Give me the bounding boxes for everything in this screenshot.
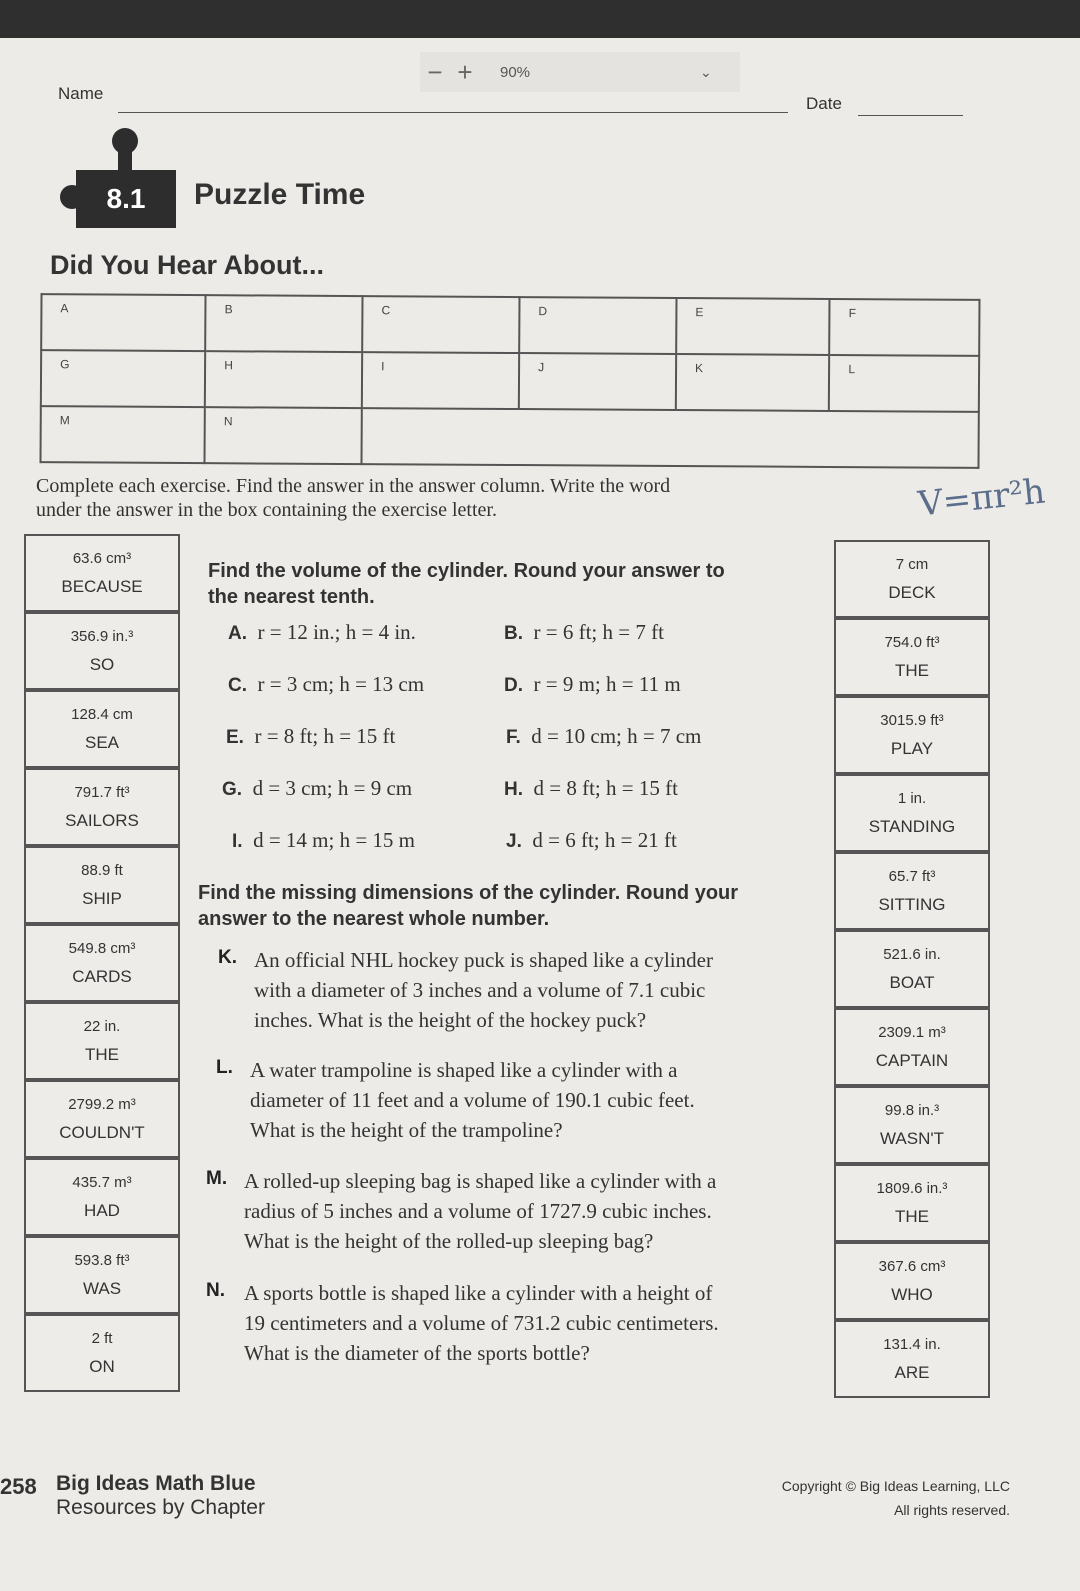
answer-word: CAPTAIN [875, 1050, 949, 1070]
answer-word: SEA [84, 732, 120, 752]
grid-cell[interactable]: E [676, 298, 830, 355]
answer-box [24, 1236, 180, 1314]
answer-value: 7 cm [895, 555, 929, 573]
answer-value: 2 ft [91, 1329, 113, 1347]
answer-value: 356.9 in.³ [70, 627, 134, 645]
grid-cell[interactable]: K [676, 354, 830, 411]
answer-value: 1 in. [897, 789, 927, 807]
exercise-c [228, 672, 424, 697]
grid-cell[interactable]: L [829, 355, 979, 412]
answer-box [834, 1164, 990, 1242]
answer-word: WASN'T [880, 1128, 944, 1148]
name-label: Name [58, 84, 104, 103]
answer-box [24, 1002, 180, 1080]
exercise-text: d = 10 cm; h = 7 cm [531, 724, 702, 748]
footer-resource: Resources by Chapter [56, 1496, 265, 1519]
problem-k [218, 945, 713, 1035]
exercise-text: d = 14 m; h = 15 m [253, 828, 416, 852]
answer-value: 22 in. [83, 1017, 121, 1035]
page-number: 258 [0, 1474, 37, 1499]
copyright-line: Copyright © Big Ideas Learning, LLC [781, 1478, 1010, 1494]
section1-heading-line: Find the volume of the cylinder. Round your answer to [208, 560, 725, 582]
section1-heading-line: the nearest tenth. [208, 586, 375, 608]
answer-word: HAD [84, 1200, 120, 1220]
exercise-letter: A. [228, 623, 247, 644]
copyright [660, 1474, 1010, 1522]
answer-box [834, 852, 990, 930]
answer-value: 754.0 ft³ [884, 633, 940, 651]
problem-m [206, 1166, 716, 1256]
exercise-letter: F. [506, 727, 521, 748]
problem-line: What is the height of the trampoline? [250, 1118, 563, 1142]
lesson-number-badge [76, 170, 176, 228]
answer-word: BECAUSE [61, 576, 143, 596]
exercise-letter: D. [504, 675, 523, 696]
exercise-h [504, 776, 678, 801]
grid-cell[interactable]: M [40, 406, 205, 463]
exercise-e [226, 724, 395, 749]
answer-value: 99.8 in.³ [884, 1101, 940, 1119]
viewer-top-bar [0, 0, 1080, 38]
answer-box [834, 618, 990, 696]
exercise-text: r = 12 in.; h = 4 in. [257, 620, 416, 644]
answer-box [24, 1158, 180, 1236]
answer-box [24, 1314, 180, 1392]
exercise-f [506, 724, 701, 749]
zoom-level-select[interactable]: 90% [500, 63, 531, 81]
answer-box [24, 924, 180, 1002]
answer-word: CARDS [72, 966, 132, 986]
problem-line: What is the height of the rolled-up sleeping bag? [244, 1229, 654, 1253]
page-subtitle: Did You Hear About... [50, 250, 325, 280]
zoom-in-button[interactable]: + [457, 56, 473, 87]
problem-letter: L. [216, 1057, 233, 1078]
answer-value: 65.7 ft³ [888, 867, 936, 885]
answer-box [24, 612, 180, 690]
lesson-title: Puzzle Time [194, 178, 366, 211]
date-label: Date [806, 94, 842, 113]
grid-cell[interactable]: N [205, 407, 362, 464]
problem-letter: M. [206, 1168, 228, 1189]
name-line [118, 112, 788, 113]
problem-letter: K. [218, 947, 237, 968]
answer-box [834, 1086, 990, 1164]
answer-word: SITTING [878, 894, 946, 914]
answer-word: THE [895, 660, 929, 680]
answer-value: 791.7 ft³ [74, 783, 130, 801]
grid-cell[interactable]: I [362, 352, 519, 409]
problem-l [216, 1055, 695, 1145]
answer-word: SO [89, 654, 115, 674]
answer-word: WHO [891, 1284, 933, 1304]
answer-word: COULDN'T [59, 1122, 145, 1142]
exercise-text: r = 8 ft; h = 15 ft [254, 724, 396, 748]
rights-line: All rights reserved. [894, 1502, 1010, 1518]
answer-value: 435.7 m³ [72, 1173, 132, 1191]
exercise-text: r = 6 ft; h = 7 ft [533, 620, 664, 644]
lesson-number: 8.1 [106, 183, 146, 214]
exercise-letter: I. [232, 831, 243, 852]
grid-cell[interactable]: G [41, 350, 206, 407]
answer-box [834, 774, 990, 852]
answer-value: 131.4 in. [883, 1335, 941, 1353]
answer-word: DECK [888, 582, 936, 602]
grid-cell[interactable]: D [519, 297, 676, 354]
problem-line: A rolled-up sleeping bag is shaped like a cylinder with a [244, 1169, 717, 1193]
answer-word: WAS [82, 1278, 122, 1298]
grid-cell[interactable]: A [41, 294, 206, 351]
grid-cell[interactable]: F [829, 299, 979, 356]
answer-word: THE [85, 1044, 119, 1064]
date-line [858, 115, 963, 116]
grid-cell[interactable]: B [205, 295, 362, 352]
section2-heading [198, 880, 738, 932]
grid-cell[interactable]: H [205, 351, 362, 408]
answer-word: PLAY [890, 738, 934, 758]
section2-heading-line: Find the missing dimensions of the cylinder. Round your [198, 882, 739, 904]
answer-box [24, 1080, 180, 1158]
exercise-letter: B. [504, 623, 523, 644]
exercise-text: d = 6 ft; h = 21 ft [532, 828, 677, 852]
answer-box [834, 540, 990, 618]
answer-word: SAILORS [65, 810, 139, 830]
exercise-i [232, 828, 415, 853]
exercise-b [504, 620, 664, 645]
problem-line: 19 centimeters and a volume of 731.2 cubic centimeters. [244, 1311, 719, 1335]
answer-value: 593.8 ft³ [74, 1251, 130, 1269]
answer-letter-grid [39, 293, 980, 469]
exercise-text: r = 9 m; h = 11 m [533, 672, 681, 696]
problem-line: A sports bottle is shaped like a cylinder with a height of [244, 1281, 713, 1305]
answer-word: ARE [894, 1362, 930, 1382]
exercise-letter: E. [226, 727, 244, 748]
exercise-letter: J. [506, 831, 522, 852]
exercise-d [504, 672, 681, 697]
answer-value: 2309.1 m³ [878, 1023, 946, 1041]
answer-word: SHIP [82, 888, 122, 908]
answer-box [834, 1320, 990, 1398]
answer-box [24, 768, 180, 846]
section2-heading-line: answer to the nearest whole number. [198, 908, 550, 930]
exercise-letter: H. [504, 779, 523, 800]
exercise-letter: C. [228, 675, 247, 696]
exercise-j [506, 828, 677, 853]
problem-line: radius of 5 inches and a volume of 1727.9 cubic inches. [244, 1199, 712, 1223]
exercise-text: r = 3 cm; h = 13 cm [257, 672, 425, 696]
problem-line: An official NHL hockey puck is shaped like a cylinder [254, 948, 713, 972]
problem-n [206, 1278, 719, 1368]
instructions-line: Complete each exercise. Find the answer in the answer column. Write the word [36, 475, 671, 497]
answer-value: 521.6 in. [883, 945, 941, 963]
answer-box [834, 1242, 990, 1320]
answer-word: STANDING [868, 816, 956, 836]
left-answer-column [24, 534, 180, 1392]
zoom-out-button[interactable]: − [427, 56, 443, 87]
footer-book [56, 1472, 265, 1520]
handwritten-formula: V=πr²h [916, 471, 1047, 525]
grid-cell[interactable]: C [362, 296, 519, 353]
exercise-a [228, 620, 416, 645]
footer-book-title: Big Ideas Math Blue [56, 1472, 256, 1495]
answer-box [834, 930, 990, 1008]
section1-heading [208, 558, 725, 610]
grid-cell[interactable] [362, 408, 979, 468]
answer-word: ON [89, 1356, 115, 1376]
zoom-toolbar [420, 52, 740, 92]
instructions-line: under the answer in the box containing the exercise letter. [36, 499, 497, 521]
problem-letter: N. [206, 1280, 225, 1301]
answer-box [24, 690, 180, 768]
answer-box [24, 846, 180, 924]
answer-value: 63.6 cm³ [72, 549, 132, 567]
answer-value: 88.9 ft [81, 861, 123, 879]
answer-value: 2799.2 m³ [68, 1095, 136, 1113]
answer-word: THE [895, 1206, 929, 1226]
problem-line: inches. What is the height of the hockey puck? [254, 1008, 647, 1032]
problem-line: with a diameter of 3 inches and a volume of 7.1 cubic [254, 978, 706, 1002]
answer-value: 3015.9 ft³ [880, 711, 944, 729]
right-answer-column [834, 540, 990, 1398]
answer-box [24, 534, 180, 612]
chevron-down-icon[interactable]: ⌄ [700, 63, 712, 80]
problem-line: diameter of 11 feet and a volume of 190.1 cubic feet. [250, 1088, 695, 1112]
answer-value: 367.6 cm³ [878, 1257, 946, 1275]
answer-value: 128.4 cm [71, 705, 133, 723]
grid-cell[interactable]: J [519, 353, 676, 410]
problem-line: What is the diameter of the sports bottle? [244, 1341, 590, 1365]
problem-line: A water trampoline is shaped like a cylinder with a [250, 1058, 678, 1082]
exercise-g [222, 776, 412, 801]
instructions [36, 474, 670, 522]
answer-box [834, 696, 990, 774]
answer-word: BOAT [889, 972, 935, 992]
answer-value: 1809.6 in.³ [876, 1179, 948, 1197]
exercise-text: d = 8 ft; h = 15 ft [533, 776, 678, 800]
answer-value: 549.8 cm³ [68, 939, 136, 957]
exercise-letter: G. [222, 779, 243, 800]
exercise-text: d = 3 cm; h = 9 cm [252, 776, 413, 800]
answer-box [834, 1008, 990, 1086]
